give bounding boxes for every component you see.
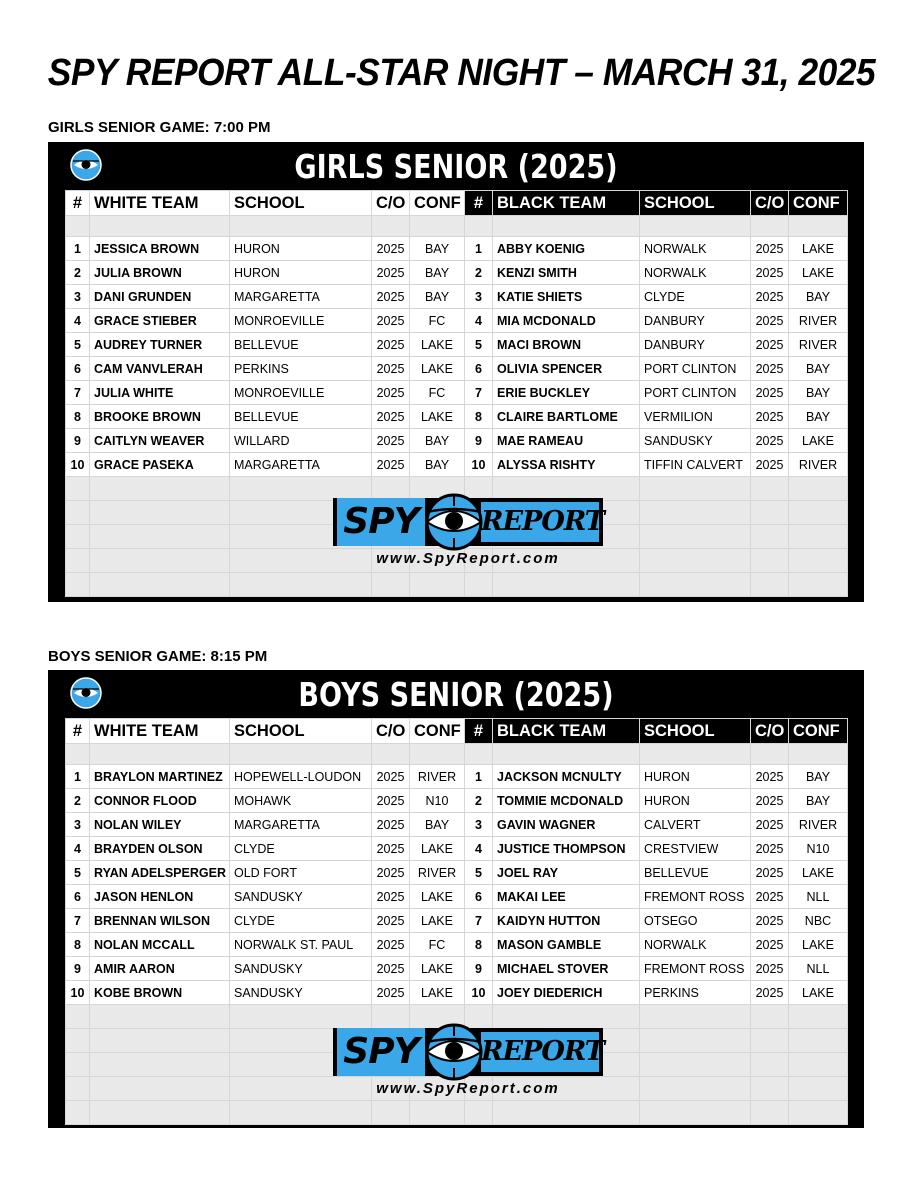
white-number: 1	[66, 765, 90, 789]
table-row	[66, 285, 848, 309]
black-school: FREMONT ROSS	[640, 885, 751, 909]
white-player-name: CAITLYN WEAVER	[90, 429, 230, 453]
page-title: SPY REPORT ALL-STAR NIGHT – MARCH 31, 2025	[47, 52, 876, 94]
header-white-team: WHITE TEAM	[90, 191, 230, 216]
black-number: 6	[465, 357, 493, 381]
girls-roster-panel	[48, 142, 864, 602]
black-class: 2025	[751, 309, 789, 333]
black-player-name: ALYSSA RISHTY	[493, 453, 640, 477]
white-player-name: BRENNAN WILSON	[90, 909, 230, 933]
black-conf: LAKE	[789, 429, 848, 453]
white-conf: FC	[410, 933, 465, 957]
black-conf: N10	[789, 837, 848, 861]
black-player-name: JOEY DIEDERICH	[493, 981, 640, 1005]
black-player-name: MIA MCDONALD	[493, 309, 640, 333]
header-num: #	[66, 191, 90, 216]
black-school: VERMILION	[640, 405, 751, 429]
spy-report-logo	[333, 1028, 603, 1108]
logo-url: www.SpyReport.com	[376, 1080, 560, 1097]
white-school: HOPEWELL-LOUDON	[230, 765, 372, 789]
black-class: 2025	[751, 333, 789, 357]
eye-basketball-icon	[70, 149, 102, 181]
black-conf: BAY	[789, 405, 848, 429]
white-school: MONROEVILLE	[230, 309, 372, 333]
white-conf: LAKE	[410, 837, 465, 861]
white-conf: RIVER	[410, 861, 465, 885]
black-conf: LAKE	[789, 237, 848, 261]
table-row	[66, 237, 848, 261]
black-number: 6	[465, 885, 493, 909]
black-player-name: MACI BROWN	[493, 333, 640, 357]
white-number: 10	[66, 453, 90, 477]
table-row	[66, 381, 848, 405]
black-number: 9	[465, 957, 493, 981]
white-player-name: JULIA BROWN	[90, 261, 230, 285]
white-conf: LAKE	[410, 981, 465, 1005]
black-number: 1	[465, 765, 493, 789]
white-player-name: AUDREY TURNER	[90, 333, 230, 357]
black-class: 2025	[751, 981, 789, 1005]
black-class: 2025	[751, 861, 789, 885]
white-player-name: NOLAN MCCALL	[90, 933, 230, 957]
header-num: #	[66, 719, 90, 744]
header-school: SCHOOL	[230, 719, 372, 744]
white-number: 5	[66, 333, 90, 357]
black-conf: NBC	[789, 909, 848, 933]
table-row	[66, 765, 848, 789]
black-class: 2025	[751, 357, 789, 381]
white-number: 2	[66, 261, 90, 285]
table-row	[66, 981, 848, 1005]
white-number: 3	[66, 285, 90, 309]
black-conf: LAKE	[789, 981, 848, 1005]
header-conf: CONF	[789, 191, 848, 216]
black-number: 2	[465, 261, 493, 285]
white-number: 9	[66, 957, 90, 981]
black-conf: RIVER	[789, 309, 848, 333]
white-number: 4	[66, 837, 90, 861]
white-number: 8	[66, 405, 90, 429]
black-player-name: KAIDYN HUTTON	[493, 909, 640, 933]
header-conf: CONF	[410, 191, 465, 216]
header-school: SCHOOL	[640, 191, 751, 216]
black-school: DANBURY	[640, 309, 751, 333]
white-conf: LAKE	[410, 909, 465, 933]
black-player-name: JOEL RAY	[493, 861, 640, 885]
white-conf: LAKE	[410, 957, 465, 981]
white-number: 10	[66, 981, 90, 1005]
white-number: 4	[66, 309, 90, 333]
white-class: 2025	[372, 981, 410, 1005]
black-school: PERKINS	[640, 981, 751, 1005]
black-player-name: KATIE SHIETS	[493, 285, 640, 309]
white-player-name: GRACE PASEKA	[90, 453, 230, 477]
header-black-team: BLACK TEAM	[493, 719, 640, 744]
table-row	[66, 885, 848, 909]
white-school: SANDUSKY	[230, 981, 372, 1005]
black-school: FREMONT ROSS	[640, 957, 751, 981]
black-number: 10	[465, 981, 493, 1005]
black-school: NORWALK	[640, 933, 751, 957]
black-number: 5	[465, 861, 493, 885]
white-number: 5	[66, 861, 90, 885]
white-conf: FC	[410, 381, 465, 405]
boys-panel-title: BOYS SENIOR (2025)	[298, 675, 614, 714]
girls-game-label: GIRLS SENIOR GAME: 7:00 PM	[48, 119, 271, 136]
black-school: HURON	[640, 765, 751, 789]
black-conf: LAKE	[789, 861, 848, 885]
black-player-name: MICHAEL STOVER	[493, 957, 640, 981]
white-player-name: AMIR AARON	[90, 957, 230, 981]
table-row	[66, 405, 848, 429]
white-school: SANDUSKY	[230, 957, 372, 981]
white-conf: BAY	[410, 237, 465, 261]
header-num: #	[465, 191, 493, 216]
black-conf: RIVER	[789, 333, 848, 357]
white-number: 6	[66, 357, 90, 381]
black-school: OTSEGO	[640, 909, 751, 933]
table-row	[66, 453, 848, 477]
black-school: CRESTVIEW	[640, 837, 751, 861]
black-number: 10	[465, 453, 493, 477]
header-conf: CONF	[410, 719, 465, 744]
white-class: 2025	[372, 333, 410, 357]
white-class: 2025	[372, 285, 410, 309]
black-player-name: ERIE BUCKLEY	[493, 381, 640, 405]
logo-spy-text: SPY	[337, 1028, 425, 1076]
black-school: DANBURY	[640, 333, 751, 357]
girls-panel-title: GIRLS SENIOR (2025)	[294, 147, 618, 186]
eye-basketball-icon	[425, 492, 483, 552]
white-school: MOHAWK	[230, 789, 372, 813]
black-school: NORWALK	[640, 237, 751, 261]
white-number: 3	[66, 813, 90, 837]
white-school: HURON	[230, 237, 372, 261]
white-class: 2025	[372, 765, 410, 789]
black-conf: BAY	[789, 285, 848, 309]
black-number: 3	[465, 813, 493, 837]
table-header-row	[66, 719, 848, 744]
table-row	[66, 261, 848, 285]
black-school: HURON	[640, 789, 751, 813]
white-class: 2025	[372, 429, 410, 453]
white-class: 2025	[372, 813, 410, 837]
black-class: 2025	[751, 957, 789, 981]
white-player-name: DANI GRUNDEN	[90, 285, 230, 309]
black-school: PORT CLINTON	[640, 357, 751, 381]
white-class: 2025	[372, 357, 410, 381]
black-conf: RIVER	[789, 453, 848, 477]
white-school: PERKINS	[230, 357, 372, 381]
black-class: 2025	[751, 429, 789, 453]
black-number: 3	[465, 285, 493, 309]
header-co: C/O	[751, 191, 789, 216]
black-number: 9	[465, 429, 493, 453]
white-class: 2025	[372, 381, 410, 405]
white-player-name: JASON HENLON	[90, 885, 230, 909]
header-co: C/O	[372, 191, 410, 216]
white-player-name: BRAYLON MARTINEZ	[90, 765, 230, 789]
white-school: BELLEVUE	[230, 405, 372, 429]
black-school: CALVERT	[640, 813, 751, 837]
black-class: 2025	[751, 765, 789, 789]
header-school: SCHOOL	[230, 191, 372, 216]
black-number: 8	[465, 933, 493, 957]
header-co: C/O	[751, 719, 789, 744]
white-school: BELLEVUE	[230, 333, 372, 357]
table-row	[66, 429, 848, 453]
black-player-name: MASON GAMBLE	[493, 933, 640, 957]
white-school: MONROEVILLE	[230, 381, 372, 405]
black-class: 2025	[751, 909, 789, 933]
black-player-name: JUSTICE THOMPSON	[493, 837, 640, 861]
black-class: 2025	[751, 405, 789, 429]
black-school: PORT CLINTON	[640, 381, 751, 405]
white-player-name: CONNOR FLOOD	[90, 789, 230, 813]
black-player-name: JACKSON MCNULTY	[493, 765, 640, 789]
table-row	[66, 933, 848, 957]
boys-roster-panel	[48, 670, 864, 1128]
white-school: OLD FORT	[230, 861, 372, 885]
white-number: 6	[66, 885, 90, 909]
white-conf: BAY	[410, 285, 465, 309]
eye-basketball-icon	[425, 1022, 483, 1082]
white-school: CLYDE	[230, 909, 372, 933]
black-conf: BAY	[789, 765, 848, 789]
black-player-name: GAVIN WAGNER	[493, 813, 640, 837]
black-class: 2025	[751, 453, 789, 477]
black-number: 8	[465, 405, 493, 429]
black-class: 2025	[751, 933, 789, 957]
white-school: MARGARETTA	[230, 285, 372, 309]
white-number: 1	[66, 237, 90, 261]
black-player-name: MAE RAMEAU	[493, 429, 640, 453]
header-conf: CONF	[789, 719, 848, 744]
black-class: 2025	[751, 813, 789, 837]
table-row	[66, 333, 848, 357]
table-row	[66, 837, 848, 861]
white-number: 9	[66, 429, 90, 453]
white-school: CLYDE	[230, 837, 372, 861]
white-school: NORWALK ST. PAUL	[230, 933, 372, 957]
black-number: 7	[465, 909, 493, 933]
white-conf: LAKE	[410, 885, 465, 909]
logo-report-text: REPORT	[481, 502, 599, 542]
table-row	[66, 909, 848, 933]
black-class: 2025	[751, 261, 789, 285]
white-class: 2025	[372, 885, 410, 909]
header-co: C/O	[372, 719, 410, 744]
black-conf: NLL	[789, 885, 848, 909]
white-class: 2025	[372, 261, 410, 285]
white-conf: LAKE	[410, 333, 465, 357]
white-conf: BAY	[410, 429, 465, 453]
black-class: 2025	[751, 837, 789, 861]
black-conf: NLL	[789, 957, 848, 981]
black-number: 4	[465, 837, 493, 861]
table-row	[66, 813, 848, 837]
white-number: 2	[66, 789, 90, 813]
white-conf: RIVER	[410, 765, 465, 789]
black-number: 1	[465, 237, 493, 261]
header-school: SCHOOL	[640, 719, 751, 744]
black-player-name: MAKAI LEE	[493, 885, 640, 909]
black-school: NORWALK	[640, 261, 751, 285]
black-player-name: OLIVIA SPENCER	[493, 357, 640, 381]
header-white-team: WHITE TEAM	[90, 719, 230, 744]
black-conf: LAKE	[789, 261, 848, 285]
black-number: 5	[465, 333, 493, 357]
white-conf: FC	[410, 309, 465, 333]
table-row	[66, 357, 848, 381]
black-school: CLYDE	[640, 285, 751, 309]
white-conf: BAY	[410, 453, 465, 477]
logo-spy-text: SPY	[337, 498, 425, 546]
header-black-team: BLACK TEAM	[493, 191, 640, 216]
spacer-row	[66, 744, 848, 765]
white-conf: BAY	[410, 813, 465, 837]
white-conf: LAKE	[410, 405, 465, 429]
logo-url: www.SpyReport.com	[376, 550, 560, 567]
table-row	[66, 957, 848, 981]
black-number: 2	[465, 789, 493, 813]
white-class: 2025	[372, 789, 410, 813]
white-player-name: JESSICA BROWN	[90, 237, 230, 261]
white-school: WILLARD	[230, 429, 372, 453]
logo-report-text: REPORT	[481, 1032, 599, 1072]
black-conf: BAY	[789, 381, 848, 405]
white-class: 2025	[372, 909, 410, 933]
white-school: MARGARETTA	[230, 813, 372, 837]
white-class: 2025	[372, 933, 410, 957]
white-class: 2025	[372, 957, 410, 981]
white-player-name: JULIA WHITE	[90, 381, 230, 405]
white-school: MARGARETTA	[230, 453, 372, 477]
white-conf: BAY	[410, 261, 465, 285]
white-player-name: GRACE STIEBER	[90, 309, 230, 333]
white-class: 2025	[372, 837, 410, 861]
table-row	[66, 309, 848, 333]
white-number: 8	[66, 933, 90, 957]
black-player-name: TOMMIE MCDONALD	[493, 789, 640, 813]
black-conf: LAKE	[789, 933, 848, 957]
black-school: SANDUSKY	[640, 429, 751, 453]
white-class: 2025	[372, 309, 410, 333]
white-player-name: BROOKE BROWN	[90, 405, 230, 429]
black-conf: BAY	[789, 357, 848, 381]
white-conf: LAKE	[410, 357, 465, 381]
white-school: HURON	[230, 261, 372, 285]
black-number: 7	[465, 381, 493, 405]
white-player-name: BRAYDEN OLSON	[90, 837, 230, 861]
black-class: 2025	[751, 885, 789, 909]
white-class: 2025	[372, 861, 410, 885]
black-number: 4	[465, 309, 493, 333]
white-conf: N10	[410, 789, 465, 813]
table-row	[66, 789, 848, 813]
white-player-name: NOLAN WILEY	[90, 813, 230, 837]
table-header-row	[66, 191, 848, 216]
black-class: 2025	[751, 237, 789, 261]
white-player-name: KOBE BROWN	[90, 981, 230, 1005]
white-player-name: RYAN ADELSPERGER	[90, 861, 230, 885]
black-conf: RIVER	[789, 813, 848, 837]
table-row	[66, 861, 848, 885]
white-class: 2025	[372, 405, 410, 429]
black-conf: BAY	[789, 789, 848, 813]
white-player-name: CAM VANVLERAH	[90, 357, 230, 381]
black-class: 2025	[751, 789, 789, 813]
boys-game-label: BOYS SENIOR GAME: 8:15 PM	[48, 648, 268, 665]
black-class: 2025	[751, 285, 789, 309]
black-player-name: KENZI SMITH	[493, 261, 640, 285]
white-class: 2025	[372, 453, 410, 477]
black-player-name: CLAIRE BARTLOME	[493, 405, 640, 429]
header-num: #	[465, 719, 493, 744]
black-player-name: ABBY KOENIG	[493, 237, 640, 261]
eye-basketball-icon	[70, 677, 102, 709]
white-class: 2025	[372, 237, 410, 261]
white-school: SANDUSKY	[230, 885, 372, 909]
spacer-row	[66, 216, 848, 237]
white-number: 7	[66, 381, 90, 405]
white-number: 7	[66, 909, 90, 933]
black-class: 2025	[751, 381, 789, 405]
black-school: BELLEVUE	[640, 861, 751, 885]
black-school: TIFFIN CALVERT	[640, 453, 751, 477]
spy-report-logo	[333, 498, 603, 578]
